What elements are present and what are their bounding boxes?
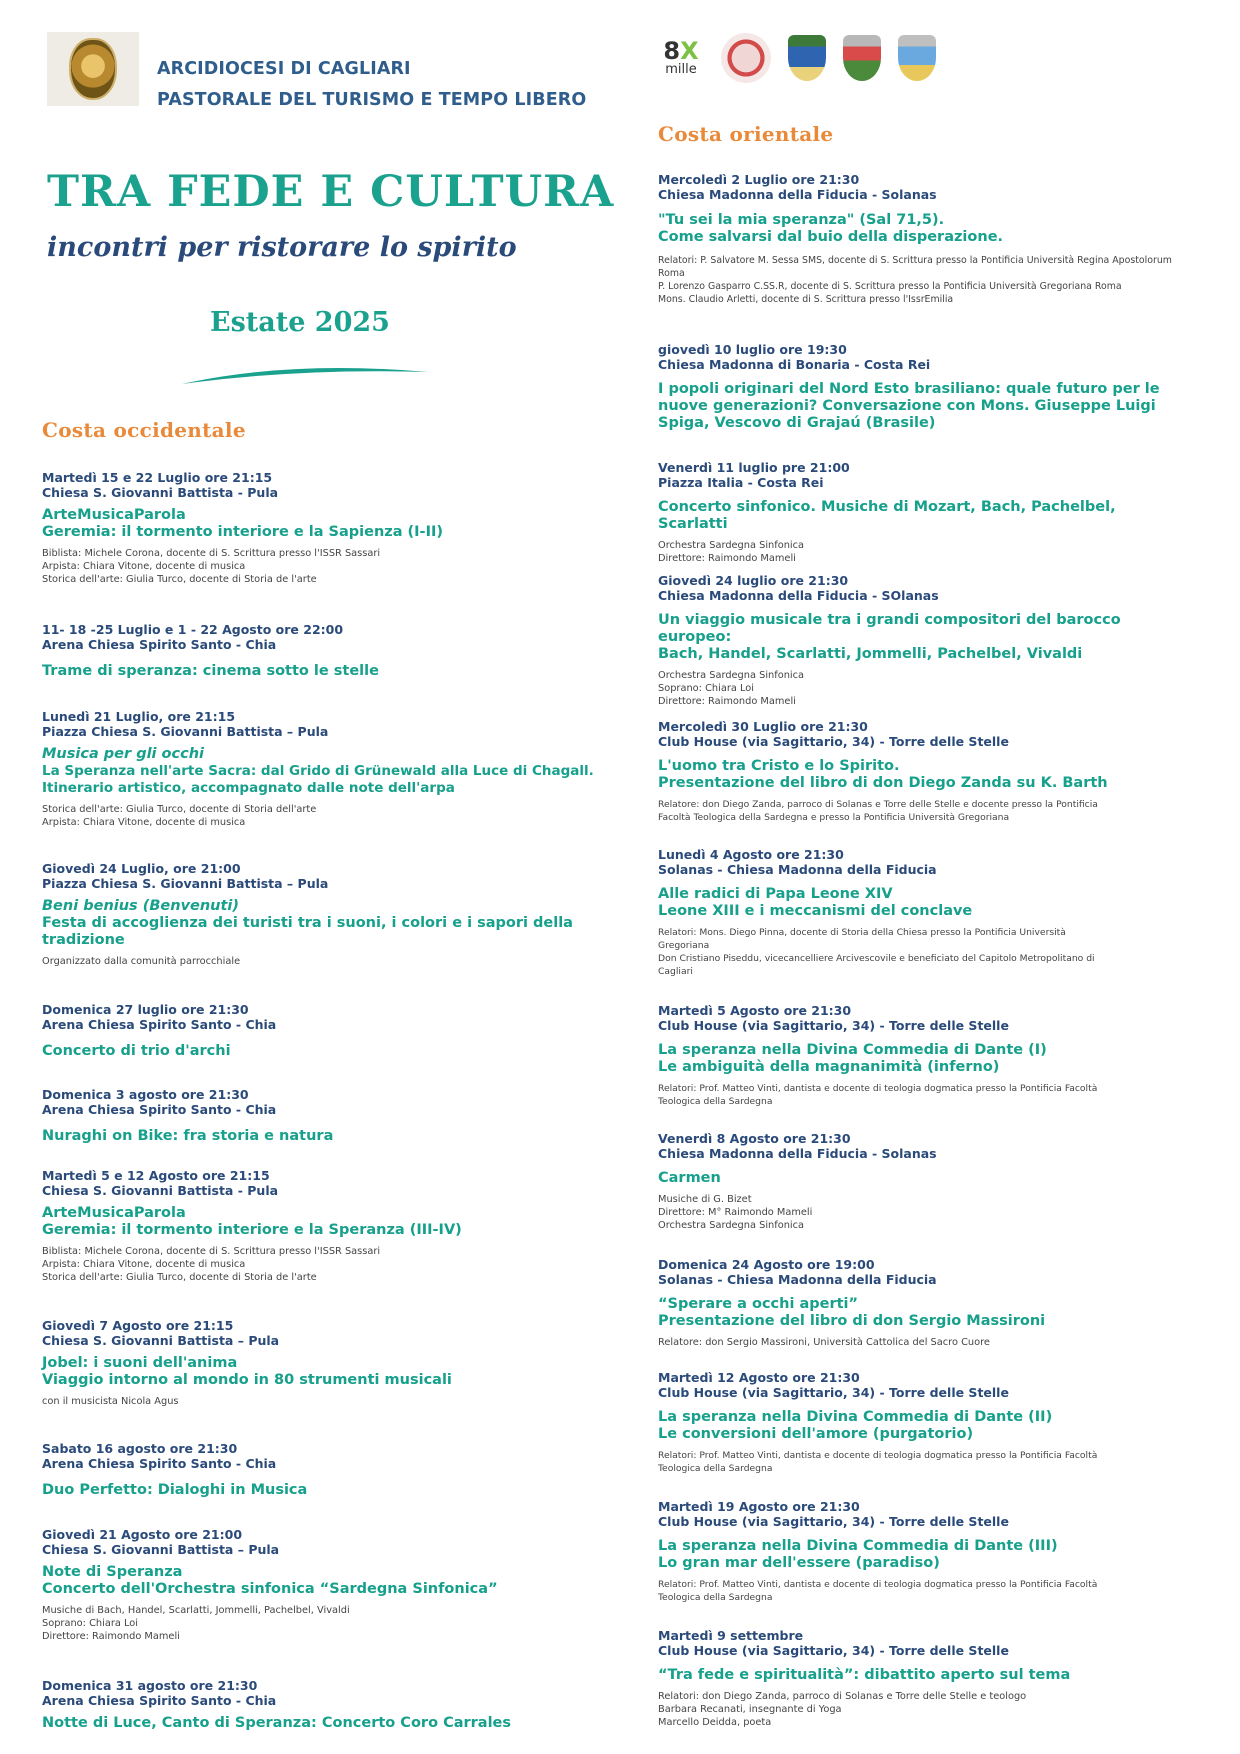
- event-date: Giovedì 24 Luglio, ore 21:00: [42, 861, 241, 876]
- event-info: Relatori: P. Salvatore M. Sessa SMS, docente di S. Scrittura presso la Pontificia Università Regina Apostolorum Roma: [658, 255, 1172, 279]
- event-title: Lo gran mar dell'essere (paradiso): [658, 1555, 940, 1571]
- event-info: Teologica della Sardegna: [658, 1096, 773, 1107]
- event-title: nuove generazioni? Conversazione con Mons. Giuseppe Luigi: [658, 398, 1156, 414]
- event-title: Duo Perfetto: Dialoghi in Musica: [42, 1482, 308, 1498]
- event-info: Arpista: Chiara Vitone, docente di musica: [42, 817, 246, 828]
- event-venue: Chiesa Madonna della Fiducia - Solanas: [658, 1146, 937, 1161]
- event-date: Domenica 24 Agosto ore 19:00: [658, 1257, 875, 1272]
- event-info: Direttore: Raimondo Mameli: [658, 553, 796, 564]
- event-item: [42, 1168, 602, 1284]
- sponsor-logos: [658, 30, 936, 86]
- event-venue: Arena Chiesa Spirito Santo - Chia: [42, 1017, 277, 1032]
- municipal-crest-2-icon: [843, 35, 881, 81]
- event-title: Concerto di trio d'archi: [42, 1043, 231, 1059]
- event-venue: Solanas - Chiesa Madonna della Fiducia: [658, 1272, 937, 1287]
- event-venue: Chiesa Madonna di Bonaria - Costa Rei: [658, 357, 931, 372]
- event-info: Biblista: Michele Corona, docente di S. Scrittura presso l'ISSR Sassari: [42, 548, 381, 559]
- event-info: Marcello Deidda, poeta: [658, 1717, 772, 1728]
- event-item: [42, 470, 602, 586]
- event-venue: Club House (via Sagittario, 34) - Torre delle Stelle: [658, 1018, 1009, 1033]
- event-item: [42, 861, 602, 968]
- event-title: Le ambiguità della magnanimità (inferno): [658, 1059, 1000, 1075]
- otto-per-mille-logo: [658, 32, 704, 84]
- event-info: con il musicista Nicola Agus: [42, 1396, 179, 1407]
- event-venue: Chiesa S. Giovanni Battista – Pula: [42, 1542, 280, 1557]
- event-venue: Chiesa S. Giovanni Battista – Pula: [42, 1333, 280, 1348]
- event-info: Facoltà Teologica della Sardegna e presso la Pontificia Università Gregoriana: [658, 812, 1010, 823]
- event-date: Lunedì 4 Agosto ore 21:30: [658, 847, 844, 862]
- coat-of-arms-icon: [71, 40, 115, 98]
- event-date: Martedì 19 Agosto ore 21:30: [658, 1499, 860, 1514]
- event-title: Festa di accoglienza dei turisti tra i suoni, i colori e i sapori della: [42, 915, 573, 931]
- event-title: “Sperare a occhi aperti”: [658, 1296, 859, 1312]
- event-title: Spiga, Vescovo di Grajaú (Brasile): [658, 415, 936, 431]
- event-info: Soprano: Chiara Loi: [42, 1618, 139, 1629]
- event-title: Viaggio intorno al mondo in 80 strumenti musicali: [42, 1372, 452, 1388]
- event-date: Domenica 27 luglio ore 21:30: [42, 1002, 249, 1017]
- event-date: giovedì 10 luglio ore 19:30: [658, 342, 847, 357]
- event-info: Soprano: Chiara Loi: [658, 683, 755, 694]
- event-title: Carmen: [658, 1170, 721, 1186]
- event-title: Itinerario artistico, accompagnato dalle note dell'arpa: [42, 780, 455, 796]
- event-info: Don Cristiano Piseddu, vicecancelliere Arcivescovile e beneficiato del Capitolo Metropolitano di: [658, 953, 1095, 964]
- event-title: “Tra fede e spiritualità”: dibattito aperto sul tema: [658, 1667, 1071, 1683]
- event-venue: Club House (via Sagittario, 34) - Torre delle Stelle: [658, 1385, 1009, 1400]
- event-info: Organizzato dalla comunità parrocchiale: [42, 956, 241, 967]
- archdiocese-crest: [47, 32, 139, 106]
- event-venue: Club House (via Sagittario, 34) - Torre delle Stelle: [658, 1514, 1009, 1529]
- event-info: Orchestra Sardegna Sinfonica: [658, 540, 805, 551]
- event-info: Musiche di Bach, Handel, Scarlatti, Jommelli, Pachelbel, Vivaldi: [42, 1605, 350, 1616]
- event-venue: Arena Chiesa Spirito Santo - Chia: [42, 1102, 277, 1117]
- event-venue: Club House (via Sagittario, 34) - Torre delle Stelle: [658, 734, 1009, 749]
- event-title: La Speranza nell'arte Sacra: dal Grido di Grünewald alla Luce di Chagall.: [42, 763, 594, 779]
- event-date: Domenica 31 agosto ore 21:30: [42, 1678, 258, 1693]
- event-info: Relatore: don Diego Zanda, parroco di Solanas e Torre delle Stelle e docente presso la Pontificia: [658, 799, 1098, 810]
- event-title: Notte di Luce, Canto di Speranza: Concerto Coro Carrales: [42, 1715, 512, 1731]
- event-date: Domenica 3 agosto ore 21:30: [42, 1087, 249, 1102]
- event-item: [658, 1131, 1178, 1232]
- event-info: P. Lorenzo Gasparro C.SS.R, docente di S. Scrittura presso la Pontificia Università Gregoriana Roma: [658, 281, 1122, 292]
- event-title: La speranza nella Divina Commedia di Dante (II): [658, 1409, 1053, 1425]
- event-info: Cagliari: [658, 966, 693, 977]
- event-info: Storica dell'arte: Giulia Turco, docente di Storia de l'arte: [42, 1272, 317, 1283]
- event-date: Giovedì 7 Agosto ore 21:15: [42, 1318, 234, 1333]
- municipal-crest-3-icon: [898, 35, 936, 81]
- event-title: Concerto dell'Orchestra sinfonica “Sardegna Sinfonica”: [42, 1581, 498, 1597]
- event-title: Geremia: il tormento interiore e la Sapienza (I-II): [42, 524, 443, 540]
- event-date: Venerdì 11 luglio pre 21:00: [658, 460, 850, 475]
- event-item: [658, 172, 1178, 306]
- event-title: Jobel: i suoni dell'anima: [42, 1355, 238, 1371]
- event-item: [658, 1370, 1178, 1475]
- subtitle: incontri per ristorare lo spirito: [47, 232, 517, 263]
- event-item: [658, 847, 1178, 978]
- event-info: Direttore: Raimondo Mameli: [42, 1631, 180, 1642]
- east-coast-heading: Costa orientale: [658, 122, 834, 146]
- event-info: Relatori: Prof. Matteo Vinti, dantista e docente di teologia dogmatica presso la Pontificia Facoltà: [658, 1450, 1098, 1461]
- event-item: [658, 1628, 1178, 1729]
- event-venue: Arena Chiesa Spirito Santo - Chia: [42, 637, 277, 652]
- event-subtitle: Beni benius (Benvenuti): [42, 898, 240, 914]
- event-date: Mercoledì 2 Luglio ore 21:30: [658, 172, 860, 187]
- event-date: Mercoledì 30 Luglio ore 21:30: [658, 719, 868, 734]
- event-venue: Piazza Chiesa S. Giovanni Battista – Pula: [42, 876, 329, 891]
- event-title: Presentazione del libro di don Diego Zanda su K. Barth: [658, 775, 1108, 791]
- main-title: TRA FEDE E CULTURA: [47, 167, 615, 217]
- event-date: Martedì 5 Agosto ore 21:30: [658, 1003, 852, 1018]
- org-line-2: PASTORALE DEL TURISMO E TEMPO LIBERO: [157, 90, 587, 110]
- event-title: Geremia: il tormento interiore e la Speranza (III-IV): [42, 1222, 462, 1238]
- logo-8x-number: 8: [663, 37, 681, 65]
- event-item: [658, 342, 1178, 432]
- logo-8x-x: X: [680, 37, 699, 65]
- event-info: Musiche di G. Bizet: [658, 1194, 752, 1205]
- event-item: [658, 460, 1178, 565]
- event-info: Relatori: Mons. Diego Pinna, docente di Storia della Chiesa presso la Pontificia Università: [658, 927, 1066, 938]
- event-venue: Chiesa S. Giovanni Battista - Pula: [42, 485, 279, 500]
- event-info: Relatori: Prof. Matteo Vinti, dantista e docente di teologia dogmatica presso la Pontificia Facoltà: [658, 1579, 1098, 1590]
- event-date: Sabato 16 agosto ore 21:30: [42, 1441, 238, 1456]
- circular-emblem-icon: [721, 33, 771, 83]
- event-venue: Chiesa Madonna della Fiducia - SOlanas: [658, 588, 939, 603]
- event-title: La speranza nella Divina Commedia di Dante (III): [658, 1538, 1058, 1554]
- event-date: Lunedì 21 Luglio, ore 21:15: [42, 709, 236, 724]
- west-coast-heading: Costa occidentale: [42, 418, 246, 442]
- event-title: Alle radici di Papa Leone XIV: [658, 886, 893, 902]
- event-title: ArteMusicaParola: [42, 507, 186, 523]
- event-info: Arpista: Chiara Vitone, docente di musica: [42, 561, 246, 572]
- event-item: [42, 1441, 602, 1499]
- event-info: Relatori: Prof. Matteo Vinti, dantista e docente di teologia dogmatica presso la Pontificia Facoltà: [658, 1083, 1098, 1094]
- event-title: Un viaggio musicale tra i grandi compositori del barocco europeo:: [658, 612, 1121, 645]
- event-title: Trame di speranza: cinema sotto le stelle: [42, 663, 379, 679]
- event-item: [42, 1318, 602, 1408]
- event-date: Giovedì 21 Agosto ore 21:00: [42, 1527, 243, 1542]
- event-date: 11- 18 -25 Luglio e 1 - 22 Agosto ore 22:00: [42, 622, 344, 637]
- event-item: [42, 1678, 602, 1732]
- event-title: "Tu sei la mia speranza" (Sal 71,5).: [658, 212, 945, 228]
- event-date: Martedì 15 e 22 Luglio ore 21:15: [42, 470, 273, 485]
- event-venue: Arena Chiesa Spirito Santo - Chia: [42, 1693, 277, 1708]
- event-info: Orchestra Sardegna Sinfonica: [658, 670, 805, 681]
- event-subtitle: Musica per gli occhi: [42, 746, 205, 762]
- event-title: I popoli originari del Nord Esto brasiliano: quale futuro per le: [658, 381, 1160, 397]
- event-venue: Chiesa Madonna della Fiducia - Solanas: [658, 187, 937, 202]
- event-title: tradizione: [42, 932, 125, 948]
- event-info: Storica dell'arte: Giulia Turco, docente di Storia de l'arte: [42, 574, 317, 585]
- organization-name: [157, 54, 617, 116]
- event-item: [658, 1499, 1178, 1604]
- event-title: Come salvarsi dal buio della disperazione.: [658, 229, 1004, 245]
- event-item: [658, 1003, 1178, 1108]
- event-info: Direttore: Raimondo Mameli: [658, 696, 796, 707]
- event-info: Storica dell'arte: Giulia Turco, docente di Storia dell'arte: [42, 804, 317, 815]
- municipal-crest-1-icon: [788, 35, 826, 81]
- event-date: Martedì 9 settembre: [658, 1628, 804, 1643]
- event-title: Presentazione del libro di don Sergio Massironi: [658, 1313, 1046, 1329]
- event-info: Direttore: M° Raimondo Mameli: [658, 1207, 813, 1218]
- event-info: Mons. Claudio Arletti, docente di S. Scrittura presso l'IssrEmilia: [658, 294, 954, 305]
- event-item: [658, 1257, 1178, 1349]
- event-venue: Arena Chiesa Spirito Santo - Chia: [42, 1456, 277, 1471]
- event-title: L'uomo tra Cristo e lo Spirito.: [658, 758, 900, 774]
- event-date: Martedì 12 Agosto ore 21:30: [658, 1370, 860, 1385]
- event-info: Relatore: don Sergio Massironi, Università Cattolica del Sacro Cuore: [658, 1337, 990, 1348]
- event-title: La speranza nella Divina Commedia di Dante (I): [658, 1042, 1047, 1058]
- event-item: [42, 622, 602, 680]
- event-info: Barbara Recanati, insegnante di Yoga: [658, 1704, 842, 1715]
- event-item: [658, 573, 1178, 708]
- event-venue: Piazza Chiesa S. Giovanni Battista – Pula: [42, 724, 329, 739]
- event-info: Orchestra Sardegna Sinfonica: [658, 1220, 805, 1231]
- event-venue: Solanas - Chiesa Madonna della Fiducia: [658, 862, 937, 877]
- org-line-1: ARCIDIOCESI DI CAGLIARI: [157, 59, 411, 79]
- event-title: ArteMusicaParola: [42, 1205, 186, 1221]
- event-info: Relatori: don Diego Zanda, parroco di Solanas e Torre delle Stelle e teologo: [658, 1691, 1027, 1702]
- event-date: Giovedì 24 luglio ore 21:30: [658, 573, 849, 588]
- event-date: Martedì 5 e 12 Agosto ore 21:15: [42, 1168, 270, 1183]
- event-title: Concerto sinfonico. Musiche di Mozart, Bach, Pachelbel, Scarlatti: [658, 499, 1116, 532]
- event-title: Note di Speranza: [42, 1564, 183, 1580]
- season-label: Estate 2025: [210, 307, 390, 338]
- event-item: [42, 1087, 602, 1145]
- event-date: Venerdì 8 Agosto ore 21:30: [658, 1131, 851, 1146]
- event-title: Nuraghi on Bike: fra storia e natura: [42, 1128, 334, 1144]
- event-title: Bach, Handel, Scarlatti, Jommelli, Pachelbel, Vivaldi: [658, 646, 1083, 662]
- event-item: [658, 719, 1178, 824]
- event-venue: Piazza Italia - Costa Rei: [658, 475, 824, 490]
- event-info: Teologica della Sardegna: [658, 1463, 773, 1474]
- event-info: Biblista: Michele Corona, docente di S. Scrittura presso l'ISSR Sassari: [42, 1246, 381, 1257]
- event-venue: Chiesa S. Giovanni Battista - Pula: [42, 1183, 279, 1198]
- event-venue: Club House (via Sagittario, 34) - Torre delle Stelle: [658, 1643, 1009, 1658]
- event-item: [42, 1527, 602, 1643]
- event-title: Leone XIII e i meccanismi del conclave: [658, 903, 973, 919]
- event-info: Gregoriana: [658, 940, 710, 951]
- logo-8x-text: mille: [665, 62, 697, 77]
- event-item: [42, 1002, 602, 1060]
- event-title: Le conversioni dell'amore (purgatorio): [658, 1426, 974, 1442]
- decorative-swoosh: [180, 364, 430, 388]
- event-info: Teologica della Sardegna: [658, 1592, 773, 1603]
- event-info: Arpista: Chiara Vitone, docente di musica: [42, 1259, 246, 1270]
- event-item: [42, 709, 602, 829]
